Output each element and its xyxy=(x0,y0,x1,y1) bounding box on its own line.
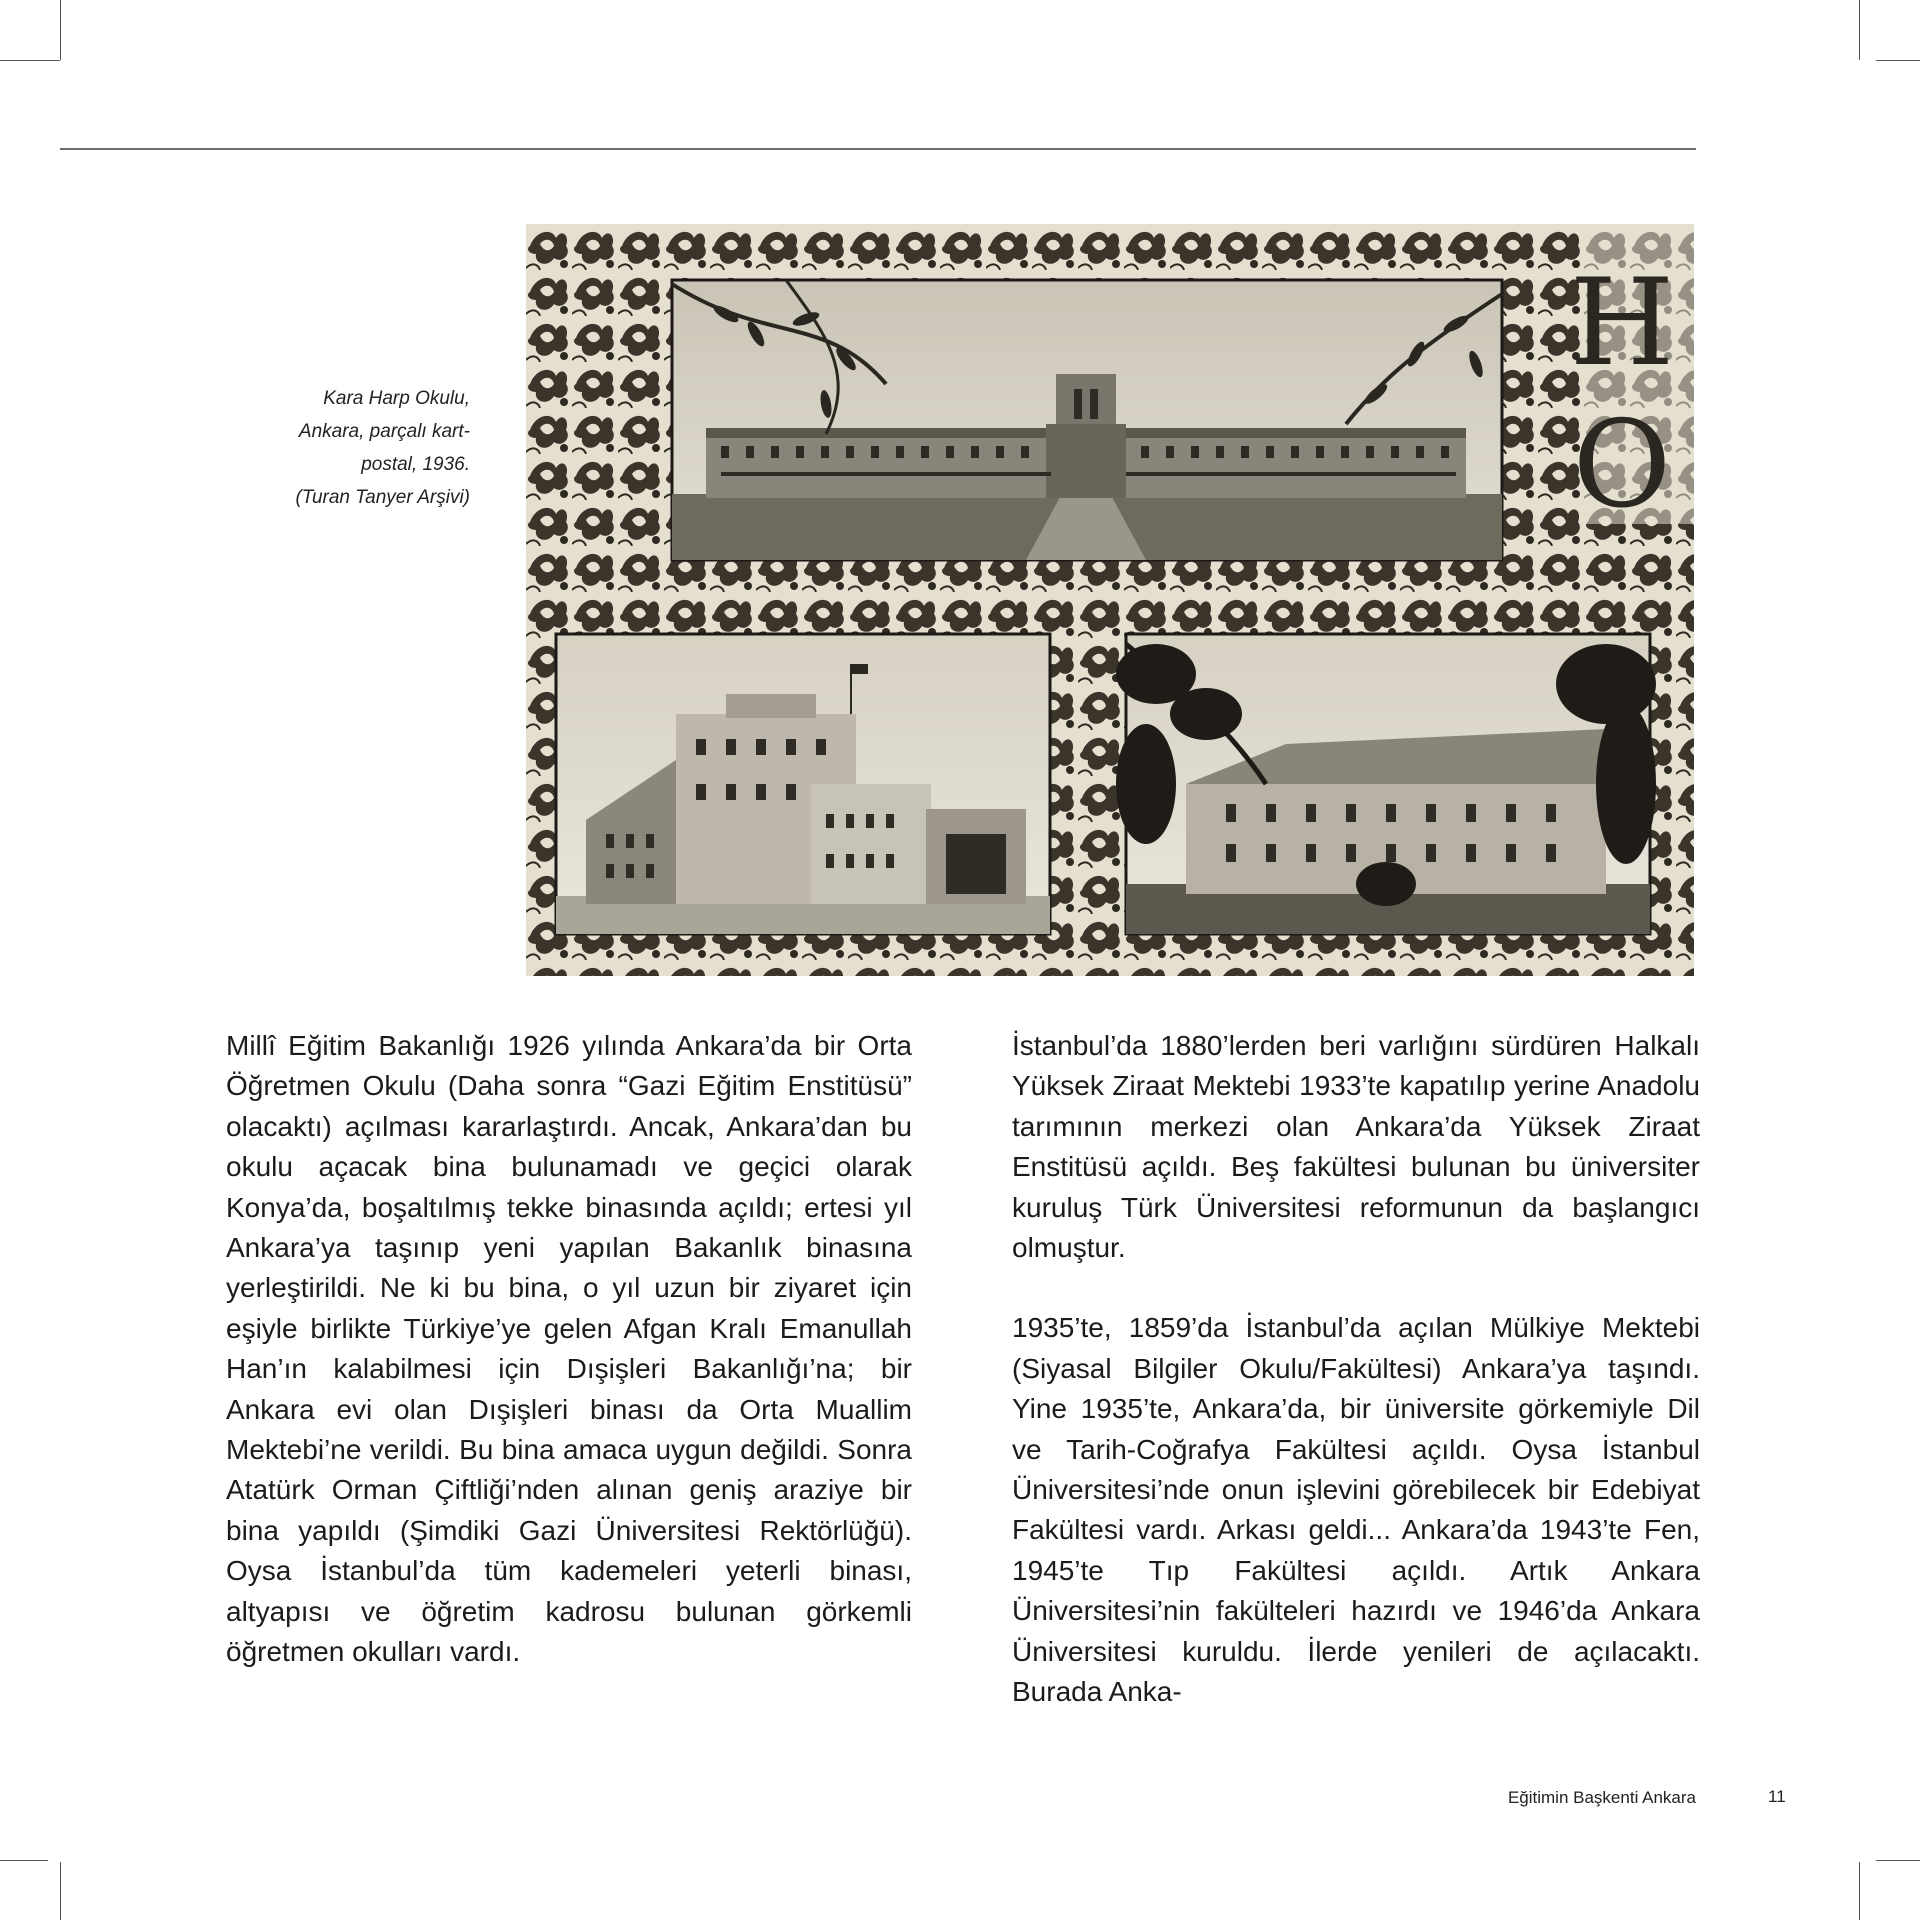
monogram-letter: H xyxy=(1569,254,1675,393)
caption-line: Ankara, parçalı kart- xyxy=(298,421,470,442)
crop-mark-top-left-h xyxy=(0,60,60,61)
paragraph: Millî Eğitim Bakanlığı 1926 yılında Ankara’da bir Orta Öğretmen Okulu (Daha sonra “Gazi Eğitim Enstitüsü” olacaktı) açılması kararlaştırdı. Ancak, Ankara’dan bu okulu açacak bina bulunamadı ve geçici olarak Konya’da, boşaltılmış tekke binasında açıldı; ertesi yıl Ankara’ya taşınıp yeni yapılan Bakanlık binasına yerleştirildi. Ne ki bu bina, o yıl uzun bir ziyaret için eşiyle birlikte Türkiye’ye gelen Afgan Kralı Emanullah Han’ın kalabilmesi için Dışişleri Bakanlığı’na; bir Ankara evi olan Dışişleri binası da Orta Muallim Mektebi’ne verildi. Bu bina amaca uygun değildi. Sonra Atatürk Orman Çiftliği’nden alınan geniş araziye bir bina yapıldı (Şimdiki Gazi Üniversitesi Rektörlüğü). Oysa İstanbul’da tüm kademeleri yeterli binası, altyapısı ve öğretim kadrosu bulunan görkemli öğretmen okulları vardı. xyxy=(226,1030,912,1668)
body-column-right xyxy=(1012,1026,1700,1713)
page-number: 11 xyxy=(1768,1787,1786,1806)
paragraph: 1935’te, 1859’da İstanbul’da açılan Mülkiye Mektebi (Siyasal Bilgiler Okulu/Fakültesi) Ankara’ya taşındı. Yine 1935’te, Ankara’da, bir üniversite görkemiyle Dil ve Tarih-Coğrafya Fakültesi açıldı. Oysa İstanbul Üniversitesi’nde onun işlevini görebilecek bir Edebiyat Fakültesi vardı. Arkası geldi... Ankara’da 1943’te Fen, 1945’te Tıp Fakültesi açıldı. Artık Ankara Üniversitesi’nin fakülteleri hazırdı ve 1946’da Ankara Üniversitesi kuruldu. İlerde yenileri de açılacaktı. Burada Anka- xyxy=(1012,1312,1700,1708)
monogram xyxy=(1570,224,1694,535)
postcard-image xyxy=(526,224,1694,976)
crop-mark-bottom-right-h xyxy=(1876,1860,1920,1861)
photo-kara-harp-okulu xyxy=(672,280,1502,560)
crop-mark-bottom-left-h xyxy=(0,1860,48,1861)
monogram-letter: O xyxy=(1572,396,1672,535)
caption-line: (Turan Tanyer Arşivi) xyxy=(295,487,470,508)
figure-caption xyxy=(230,382,470,514)
crop-mark-top-right-v xyxy=(1859,0,1860,60)
caption-line: postal, 1936. xyxy=(361,454,470,475)
body-column-left xyxy=(226,1026,912,1673)
running-footer-title: Eğitimin Başkenti Ankara xyxy=(1507,1788,1696,1807)
caption-line: Kara Harp Okulu, xyxy=(323,388,470,409)
photo-agacli-bina xyxy=(1116,634,1656,934)
header-rule xyxy=(60,148,1696,150)
crop-mark-top-right-h xyxy=(1876,60,1920,61)
photo-bakanlik-binasi xyxy=(556,634,1050,934)
crop-mark-top-left-v xyxy=(60,0,61,60)
crop-mark-bottom-left-v xyxy=(60,1862,61,1920)
paragraph: İstanbul’da 1880’lerden beri varlığını sürdüren Halkalı Yüksek Ziraat Mektebi 1933’te kapatılıp yerine Anadolu tarımının merkezi olan Ankara’da Yüksek Ziraat Enstitüsü açıldı. Beş fakültesi bulunan bu üniversiter kuruluş Türk Üniversitesi reformunun da başlangıcı olmuştur. xyxy=(1012,1030,1700,1264)
crop-mark-bottom-right-v xyxy=(1859,1862,1860,1920)
